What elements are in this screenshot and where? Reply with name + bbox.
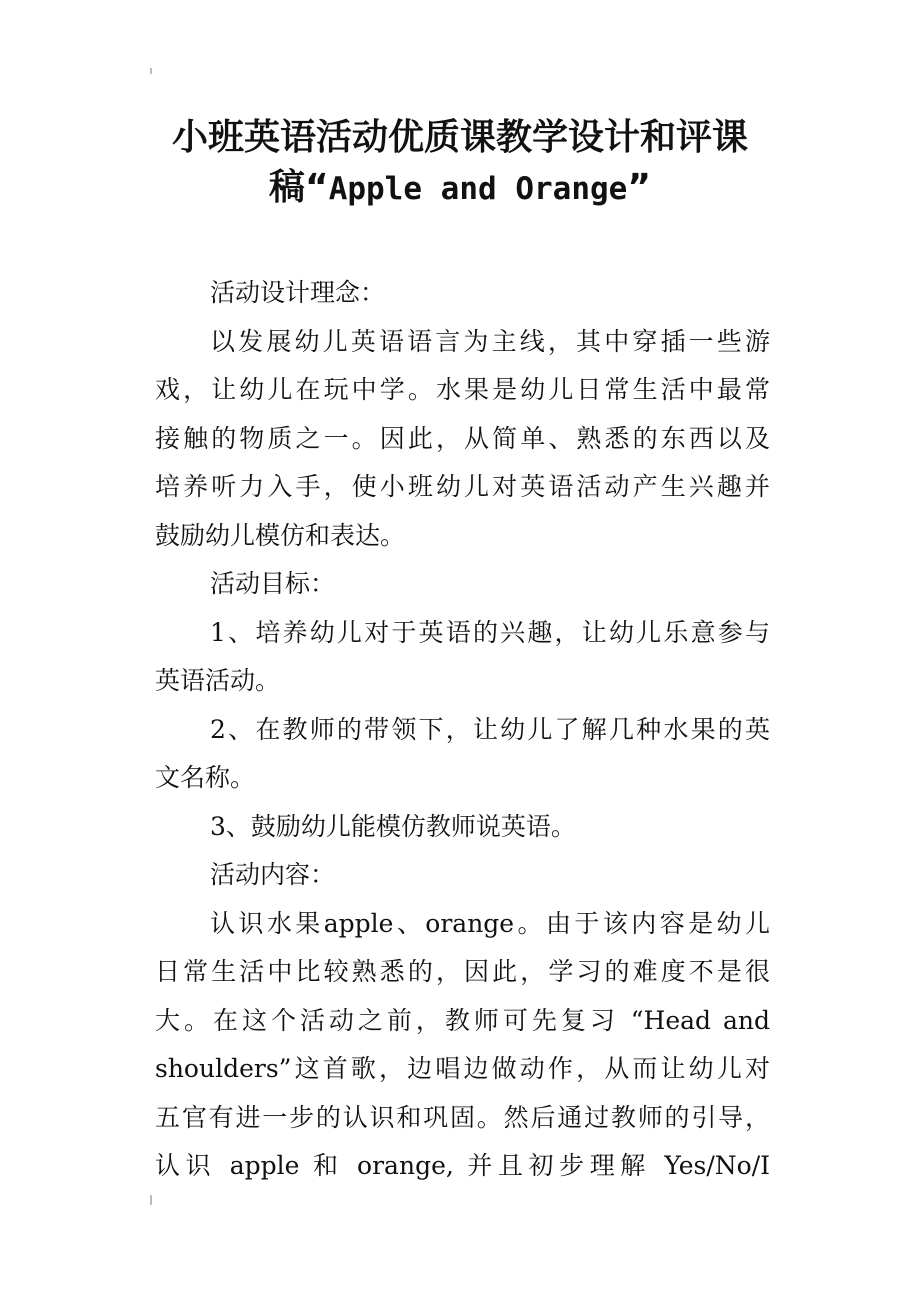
title-prefix: 稿“: [269, 167, 329, 208]
section-heading-design-concept: 活动设计理念：: [210, 278, 386, 307]
goal-item-1-cont: 英语活动。: [155, 666, 281, 695]
paragraph-line: 五官有进一步的认识和巩固。然后通过教师的引导，: [155, 1102, 770, 1132]
paragraph-line: shoulders”这首歌，边唱边做动作，从而让幼儿对: [155, 1054, 770, 1083]
goal-item-2: 2、在教师的带领下，让幼儿了解几种水果的英: [210, 714, 770, 744]
goal-item-1: 1、培养幼儿对于英语的兴趣，让幼儿乐意参与: [210, 617, 770, 647]
section-heading-content: 活动内容：: [210, 860, 336, 889]
section-heading-goals: 活动目标：: [210, 569, 336, 598]
scan-speck: [150, 68, 152, 74]
title-suffix: ”: [627, 167, 651, 208]
title-english: Apple and Orange: [328, 171, 628, 207]
document-title-line-1: 小班英语活动优质课教学设计和评课: [171, 117, 748, 158]
paragraph-line: 接触的物质之一。因此，从简单、熟悉的东西以及: [155, 423, 770, 453]
paragraph-line: 鼓励幼儿模仿和表达。: [155, 520, 406, 550]
paragraph-line: 以发展幼儿英语语言为主线，其中穿插一些游: [210, 326, 770, 356]
paragraph-line: 认识水果apple、orange。由于该内容是幼儿: [210, 908, 770, 938]
paragraph-line: 戏，让幼儿在玩中学。水果是幼儿日常生活中最常: [155, 375, 770, 404]
paragraph-line: 日常生活中比较熟悉的，因此，学习的难度不是很: [155, 957, 770, 986]
document-body: [155, 269, 770, 1191]
paragraph-line: 大。在这个活动之前，教师可先复习 “Head and: [155, 1005, 770, 1035]
paragraph-line: 培养听力入手，使小班幼儿对英语活动产生兴趣并: [155, 472, 770, 501]
document-title-line-2: [80, 162, 840, 215]
goal-item-3: 3、鼓励幼儿能模仿教师说英语。: [210, 811, 576, 841]
paragraph-line: 认识 apple 和 orange, 并且初步理解 Yes/No/I: [155, 1151, 770, 1180]
scan-speck: [150, 1195, 152, 1205]
goal-item-2-cont: 文名称。: [155, 763, 256, 792]
